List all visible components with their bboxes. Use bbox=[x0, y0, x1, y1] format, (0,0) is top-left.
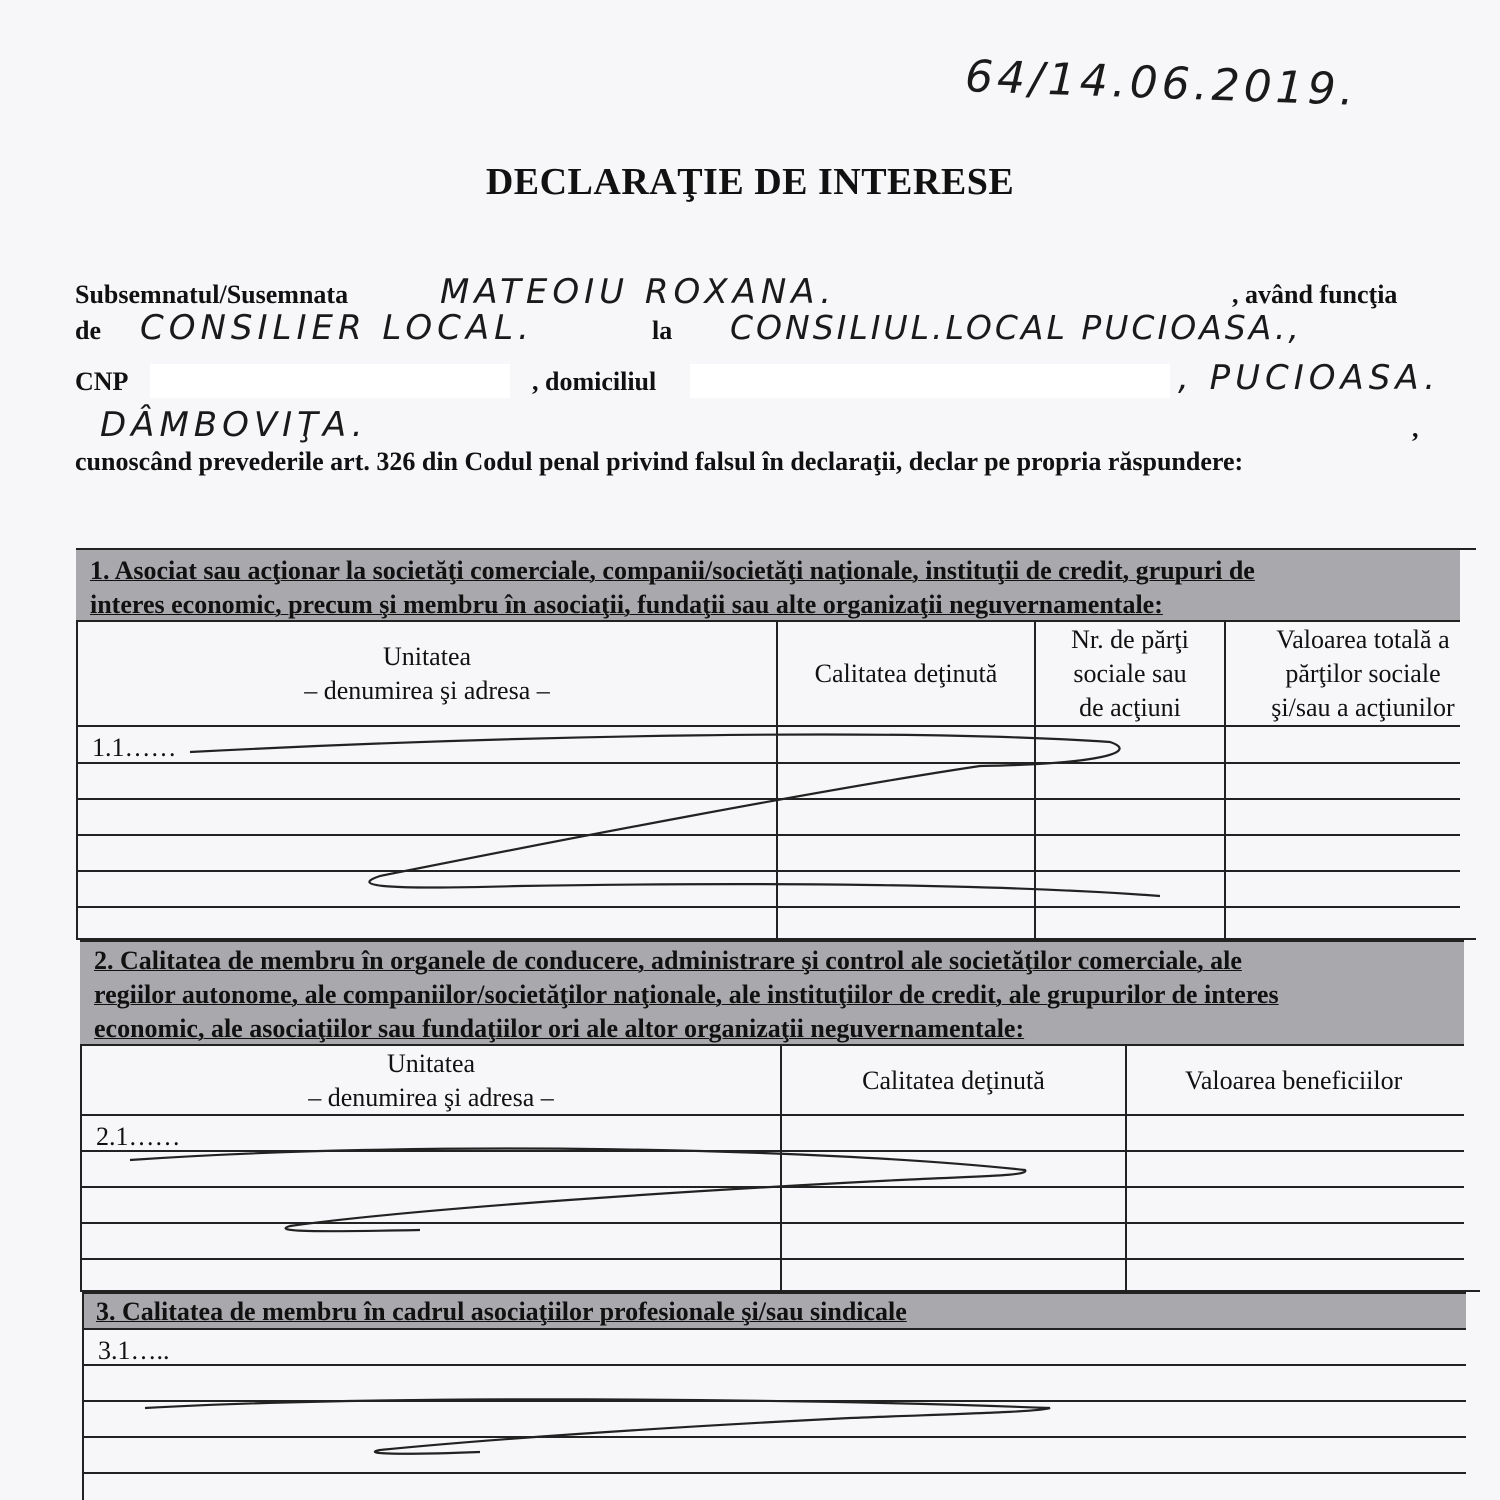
section3-heading bbox=[82, 1292, 1466, 1330]
section1-heading bbox=[76, 548, 1460, 622]
section3-heading-line1: 3. Calitatea de membru în cadrul asociaţiilor profesionale şi/sau sindicale bbox=[96, 1297, 907, 1326]
s1-col-nr-parti-line3: de acţiuni bbox=[1079, 693, 1181, 722]
s3-row-rule bbox=[82, 1400, 1466, 1402]
s2-row-rule bbox=[80, 1186, 1464, 1188]
s1-col-unitatea-line2: – denumirea şi adresa – bbox=[304, 676, 550, 705]
s2-header-rule bbox=[80, 1114, 1464, 1116]
s1-row-label: 1.1…… bbox=[92, 733, 177, 762]
s1-col-valoarea bbox=[1226, 624, 1500, 724]
section2-heading-line3: economic, ale asociaţiilor sau fundaţiilor ori ale altor organizaţii neguvernamentale: bbox=[94, 1014, 1025, 1043]
address-county-field[interactable]: DÂMBOVIŢA. bbox=[100, 405, 368, 445]
s2-row-rule bbox=[80, 1258, 1464, 1260]
address-city-field[interactable]: , PUCIOASA. bbox=[1178, 358, 1441, 398]
section1-heading-line1: 1. Asociat sau acţionar la societăţi comerciale, companii/societăţi naţionale, instituţii de credit, grupuri de bbox=[90, 556, 1255, 585]
s3-left-border bbox=[82, 1292, 84, 1500]
s2-col-unitatea-line2: – denumirea şi adresa – bbox=[308, 1083, 554, 1112]
s3-strike-mark bbox=[145, 1399, 1050, 1453]
s2-row-rule bbox=[80, 1222, 1464, 1224]
s1-col-valoarea-line2: părţilor sociale bbox=[1285, 659, 1441, 688]
document-title: DECLARAŢIE DE INTERESE bbox=[485, 161, 1015, 203]
s2-row-rule bbox=[80, 1150, 1464, 1152]
s3-row-rule bbox=[82, 1436, 1466, 1438]
section2-heading-line1: 2. Calitatea de membru în organele de conducere, administrare şi control ale societăţilor comerciale, ale bbox=[94, 946, 1242, 975]
s2-row-label: 2.1…… bbox=[96, 1122, 181, 1151]
s2-col-valoarea-beneficiilor: Valoarea beneficiilor bbox=[1185, 1066, 1403, 1095]
s2-col-unitatea-line1: Unitatea bbox=[386, 1049, 476, 1078]
s1-col-nr-parti-line2: sociale sau bbox=[1073, 659, 1187, 688]
s1-col-nr-parti-line1: Nr. de părţi bbox=[1071, 625, 1189, 654]
la-label: la bbox=[652, 316, 673, 345]
s1-col-unitatea-line1: Unitatea bbox=[382, 642, 472, 671]
domiciliul-label: , domiciliul bbox=[532, 367, 657, 396]
s3-row-rule bbox=[82, 1472, 1466, 1474]
subsemnatul-label: Subsemnatul/Susemnata bbox=[75, 280, 349, 309]
s1-col-valoarea-line1: Valoarea totală a bbox=[1276, 625, 1450, 654]
function-field[interactable]: CONSILIER LOCAL. bbox=[140, 308, 534, 348]
de-label: de bbox=[75, 316, 101, 345]
cnp-redacted bbox=[150, 364, 510, 398]
s1-col-valoarea-line3: şi/sau a acţiunilor bbox=[1271, 693, 1455, 722]
s1-row-rule bbox=[76, 798, 1460, 800]
s1-col-unitatea bbox=[78, 624, 776, 724]
s3-row-label: 3.1….. bbox=[98, 1336, 170, 1365]
s1-row-rule bbox=[76, 834, 1460, 836]
avand-functia-label: , având funcţia bbox=[1232, 280, 1398, 309]
s1-col-calitatea: Calitatea deţinută bbox=[814, 659, 998, 688]
s2-col-calitatea: Calitatea deţinută bbox=[862, 1066, 1045, 1095]
s1-row-rule bbox=[76, 762, 1460, 764]
s2-col-unitatea bbox=[82, 1048, 780, 1114]
registration-number: 64/14.06.2019. bbox=[964, 51, 1359, 116]
institution-field[interactable]: CONSILIUL.LOCAL PUCIOASA., bbox=[730, 308, 1302, 347]
s3-row-rule bbox=[82, 1364, 1466, 1366]
section2-heading bbox=[80, 940, 1464, 1046]
declarant-name-field[interactable]: MATEOIU ROXANA. bbox=[440, 272, 837, 312]
s1-row-rule bbox=[76, 906, 1460, 908]
declaration-text: cunoscând prevederile art. 326 din Codul penal privind falsul în declaraţii, declar pe propria răspundere: bbox=[75, 447, 1244, 476]
s1-row-rule bbox=[76, 870, 1460, 872]
address-redacted bbox=[690, 364, 1170, 398]
comma-mark: , bbox=[1412, 414, 1419, 443]
s1-col-nr-parti bbox=[1036, 624, 1224, 724]
s1-header-rule bbox=[76, 725, 1460, 727]
section2-heading-line2: regiilor autonome, ale companiilor/societăţilor naţionale, ale instituţiilor de credit, ale grupurilor de interes bbox=[94, 980, 1279, 1009]
cnp-label: CNP bbox=[75, 367, 129, 396]
section1-heading-line2: interes economic, precum şi membru în asociaţii, fundaţii sau alte organizaţii neguvernamentale: bbox=[90, 590, 1163, 619]
